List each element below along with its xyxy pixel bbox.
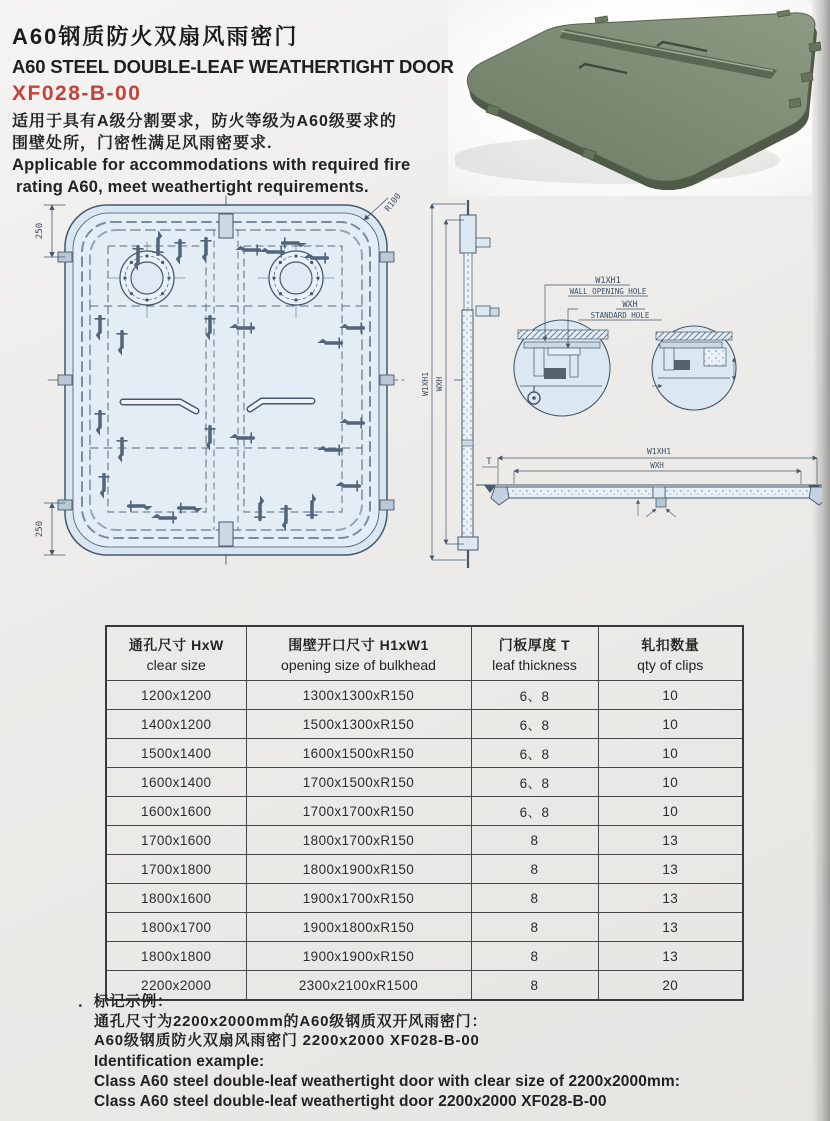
table-row <box>106 884 743 913</box>
example-label-en: Identification example: <box>94 1052 265 1070</box>
table-cell: 1600x1600 <box>106 797 246 826</box>
identification-example-block <box>78 993 788 1112</box>
table-cell: 1800x1800 <box>106 942 246 971</box>
table-row <box>106 739 743 768</box>
upper-hinge-box <box>460 215 476 253</box>
table-cell: 1400x1200 <box>106 710 246 739</box>
description-en-line1: Applicable for accommodations with required fire <box>12 156 411 174</box>
table-cell: 13 <box>598 855 743 884</box>
table-cell: 6、8 <box>471 681 598 710</box>
table-cell: 10 <box>598 739 743 768</box>
wall-opening-dim-label: W1XH1 <box>595 276 621 286</box>
table-cell: 1800x1600 <box>106 884 246 913</box>
table-row <box>106 942 743 971</box>
table-row <box>106 855 743 884</box>
table-cell: 1800x1700xR150 <box>246 826 471 855</box>
technical-drawings <box>28 188 822 585</box>
dim-label-250-top: 250 <box>35 222 45 240</box>
thickness-label: T <box>486 457 492 467</box>
dimension-250-top <box>44 205 65 257</box>
dim-label-250-bottom: 250 <box>35 520 45 538</box>
example-zh-line1: 通孔尺寸为2200x2000mm的A60级钢质双开风雨密门： <box>94 1012 488 1030</box>
example-en-line2: Class A60 steel double-leaf weathertight door 2200x2000 XF028-B-00 <box>94 1092 607 1110</box>
table-header-qty-clips: 轧扣数量 qty of clips <box>598 626 743 681</box>
description-zh-line1: 适用于具有A级分割要求，防火等级为A60级要求的 <box>12 113 397 130</box>
door-photo <box>455 8 830 190</box>
example-label-zh: ．标记示例： <box>78 993 173 1010</box>
spec-table <box>105 625 744 1001</box>
table-cell: 1700x1500xR150 <box>246 768 471 797</box>
table-cell: 8 <box>471 913 598 942</box>
dim-label-r100: R100 <box>383 191 404 214</box>
hinge-block-bottom <box>219 522 233 546</box>
table-cell: 10 <box>598 681 743 710</box>
right-leaf-section <box>665 487 811 498</box>
table-cell: 6、8 <box>471 797 598 826</box>
front-view-drawing <box>35 192 404 564</box>
door-leaf-section <box>462 310 473 537</box>
center-seal-block <box>656 498 666 507</box>
example-en-line1: Class A60 steel double-leaf weathertight door with clear size of 2200x2000mm: <box>94 1072 680 1090</box>
table-cell: 1800x1900xR150 <box>246 855 471 884</box>
section-view-drawing <box>476 447 822 517</box>
clip-lug <box>809 42 821 52</box>
description-zh-line2: 围壁处所，门密性满足风雨密要求. <box>12 134 273 152</box>
table-cell: 20 <box>598 971 743 1001</box>
table-cell: 1700x1700xR150 <box>246 797 471 826</box>
table-row <box>106 681 743 710</box>
table-cell: 8 <box>471 855 598 884</box>
frame-end-left <box>491 487 509 505</box>
table-row <box>106 710 743 739</box>
side-view-drawing <box>421 200 499 568</box>
page-title-en: A60 STEEL DOUBLE-LEAF WEATHERTIGHT DOOR <box>12 56 454 77</box>
small-tick <box>646 509 656 517</box>
table-cell: 8 <box>471 971 598 1001</box>
page-title-zh: A60钢质防火双扇风雨密门 <box>12 24 299 49</box>
table-cell: 2300x2100xR1500 <box>246 971 471 1001</box>
table-cell: 10 <box>598 710 743 739</box>
section-dim-inner-label: WXH <box>650 461 664 470</box>
table-row <box>106 797 743 826</box>
standard-hole-dim-label: WXH <box>622 300 638 310</box>
table-cell: 13 <box>598 884 743 913</box>
left-leaf-section <box>507 487 653 498</box>
hinge-block-top <box>219 214 233 238</box>
door-inner-frame <box>73 213 379 547</box>
header-block <box>12 20 462 197</box>
lower-hinge-box <box>458 537 478 550</box>
knob <box>490 308 499 316</box>
table-cell: 6、8 <box>471 710 598 739</box>
small-tick <box>666 509 676 517</box>
example-zh-line2: A60级钢质防火双扇风雨密门 2200x2000 XF028-B-00 <box>94 1032 480 1049</box>
table-cell: 13 <box>598 913 743 942</box>
bracket-mid <box>476 306 490 316</box>
table-cell: 1800x1700 <box>106 913 246 942</box>
clip-lug <box>789 98 801 108</box>
bracket-upper <box>476 238 490 247</box>
dimension-250-bottom <box>44 503 65 555</box>
frame-end-right <box>809 487 822 505</box>
table-cell: 6、8 <box>471 768 598 797</box>
leaf-joint <box>462 440 473 446</box>
table-cell: 2200x2000 <box>106 971 246 1001</box>
section-dim-outer-label: W1XH1 <box>646 447 672 456</box>
table-row <box>106 826 743 855</box>
table-cell: 1700x1800 <box>106 855 246 884</box>
table-cell: 1300x1300xR150 <box>246 681 471 710</box>
table-cell: 1500x1400 <box>106 739 246 768</box>
description-en-line2: rating A60, meet weathertight requirements. <box>16 177 369 196</box>
side-dim-inner-label: WXH <box>435 376 444 392</box>
center-overlap <box>653 487 665 498</box>
standard-hole-label: STANDARD HOLE <box>590 311 650 320</box>
model-code: XF028-B-00 <box>12 82 142 105</box>
table-cell: 1900x1700xR150 <box>246 884 471 913</box>
spec-table-body <box>106 681 743 1001</box>
table-cell: 1200x1200 <box>106 681 246 710</box>
detail-circles <box>514 276 736 416</box>
table-cell: 13 <box>598 826 743 855</box>
spec-table-head <box>106 626 743 681</box>
table-cell: 10 <box>598 768 743 797</box>
table-header-leaf-thickness: 门板厚度 T leaf thickness <box>471 626 598 681</box>
table-cell: 8 <box>471 826 598 855</box>
table-cell: 1500x1300xR150 <box>246 710 471 739</box>
table-cell: 1600x1500xR150 <box>246 739 471 768</box>
table-row <box>106 768 743 797</box>
table-cell: 8 <box>471 942 598 971</box>
table-cell: 8 <box>471 884 598 913</box>
wall-opening-label: WALL OPENING HOLE <box>569 287 647 296</box>
table-cell: 6、8 <box>471 739 598 768</box>
table-cell: 1900x1800xR150 <box>246 913 471 942</box>
table-header-opening-size: 围壁开口尺寸 H1xW1 opening size of bulkhead <box>246 626 471 681</box>
table-cell: 1900x1900xR150 <box>246 942 471 971</box>
table-cell: 10 <box>598 797 743 826</box>
side-dim-outer-label: W1XH1 <box>421 371 430 397</box>
table-header-clear-size: 通孔尺寸 HxW clear size <box>106 626 246 681</box>
table-cell: 13 <box>598 942 743 971</box>
hinge-tab <box>595 16 608 23</box>
table-cell: 1700x1600 <box>106 826 246 855</box>
table-header-row <box>106 626 743 681</box>
table-row <box>106 913 743 942</box>
clip-lug <box>801 72 813 82</box>
table-cell: 1600x1400 <box>106 768 246 797</box>
